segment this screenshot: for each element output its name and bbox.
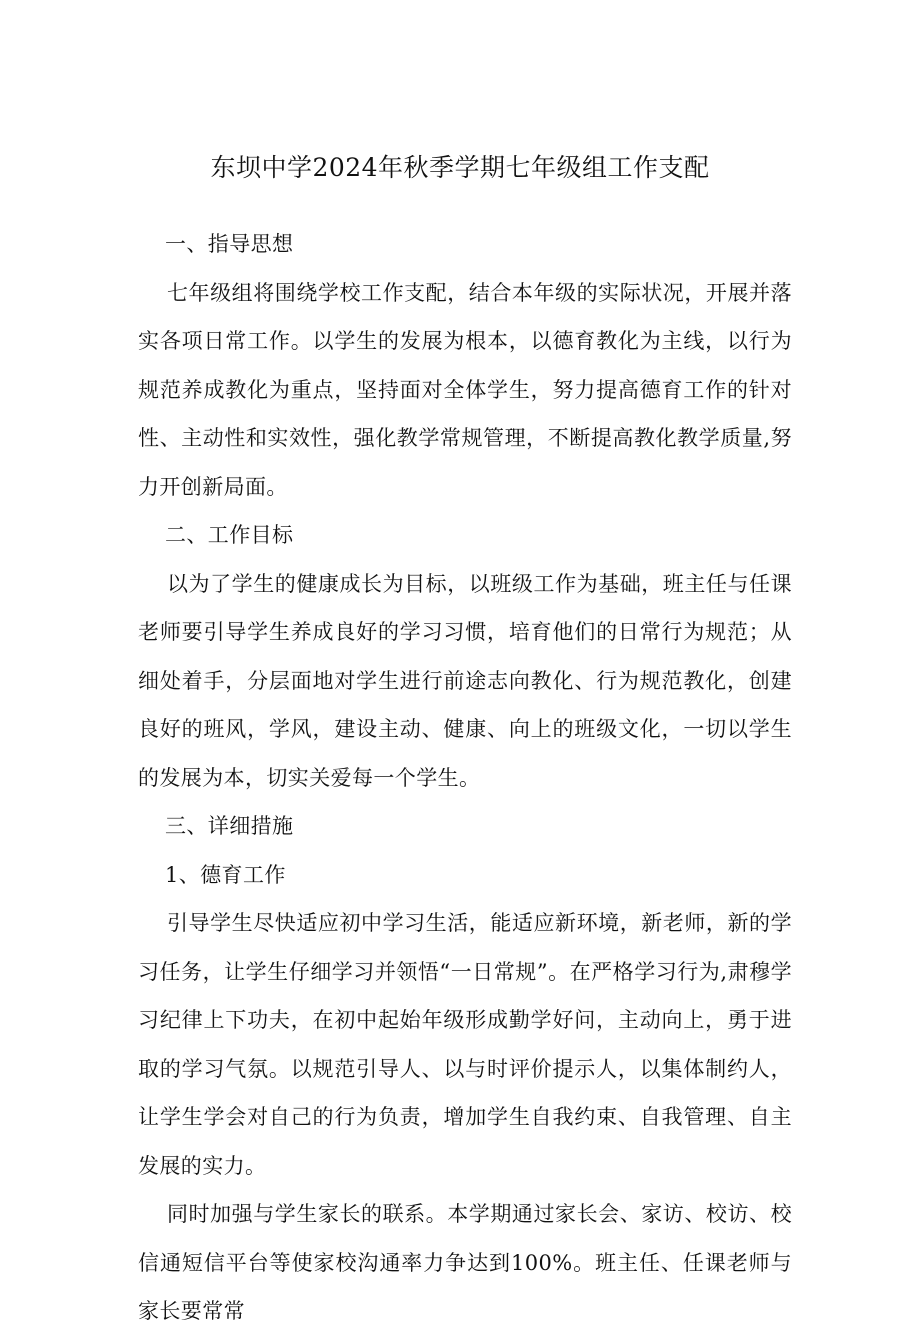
document-title: 东坝中学2024年秋季学期七年级组工作支配 xyxy=(210,153,710,182)
body-paragraph: 同时加强与学生家长的联系。本学期通过家长会、家访、校访、校信通短信平台等使家校沟通率力争达到100%。班主任、任课老师与家长要常常 xyxy=(138,1202,792,1323)
section-heading: 三、详细措施 xyxy=(165,814,294,838)
subsection-heading: 1、德育工作 xyxy=(165,862,286,887)
body-paragraph: 引导学生尽快适应初中学习生活，能适应新环境，新老师，新的学习任务，让学生仔细学习并领悟“一日常规”。在严格学习行为,肃穆学习纪律上下功夫，在初中起始年级形成勤学好问，主动向上，勇于进取的学习气氛。以规范引导人、以与时评价提示人，以集体制约人，让学生学会对自己的行为负责，增加学生自我约束、自我管理、自主发展的实力。 xyxy=(138,911,792,1178)
document-body xyxy=(138,220,792,1336)
body-paragraph: 七年级组将围绕学校工作支配，结合本年级的实际状况，开展并落实各项日常工作。以学生的发展为根本，以德育教化为主线，以行为规范养成教化为重点，坚持面对全体学生，努力提高德育工作的针对性、主动性和实效性，强化教学常规管理，不断提高教化教学质量,努力开创新局面。 xyxy=(138,280,792,499)
section-heading: 二、工作目标 xyxy=(165,523,294,547)
body-paragraph: 以为了学生的健康成长为目标，以班级工作为基础，班主任与任课老师要引导学生养成良好的学习习惯，培育他们的日常行为规范；从细处着手，分层面地对学生进行前途志向教化、行为规范教化，创建良好的班风，学风，建设主动、健康、向上的班级文化，一切以学生的发展为本，切实关爱每一个学生。 xyxy=(138,571,792,790)
section-heading: 一、指导思想 xyxy=(165,232,294,256)
